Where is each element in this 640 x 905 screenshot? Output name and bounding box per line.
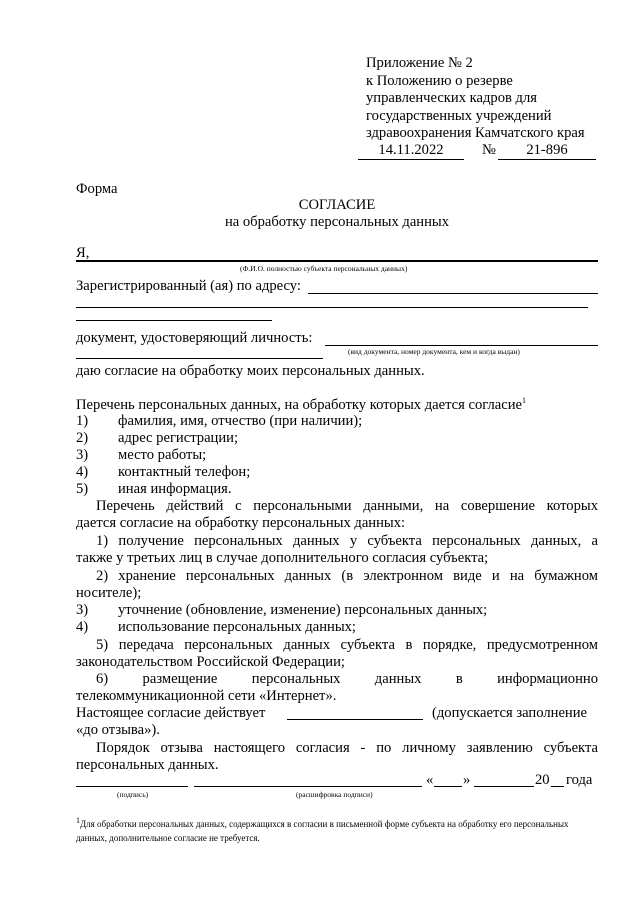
signature-caption: (подпись): [117, 790, 149, 799]
address-field-line-2[interactable]: [76, 307, 588, 308]
list-item: адрес регистрации;: [118, 430, 239, 446]
day-quote-open: «: [426, 772, 434, 788]
signature-field-line[interactable]: [76, 786, 188, 787]
i-label: Я,: [76, 245, 90, 261]
order-date: 14.11.2022: [358, 142, 464, 160]
document-label: документ, удостоверяющий личность:: [76, 330, 313, 346]
document-field-line-2[interactable]: [76, 358, 323, 359]
fio-field-line[interactable]: [76, 260, 598, 262]
action-item: уточнение (обновление, изменение) персональных данных;: [118, 602, 488, 618]
list-item: контактный телефон;: [118, 464, 251, 480]
appendix-line: управленческих кадров для: [366, 90, 537, 107]
action-item: 5) передача персональных данных субъекта в порядке, предусмотренном: [96, 637, 598, 653]
data-list-heading: [76, 397, 526, 414]
form-label: Форма: [76, 181, 118, 197]
footnote: [76, 818, 598, 845]
action-item-cont: носителе);: [76, 585, 142, 601]
decode-field-line[interactable]: [194, 786, 422, 787]
document-title: СОГЛАСИЕ: [298, 197, 376, 213]
appendix-line: Приложение № 2: [366, 55, 473, 71]
action-number: 3): [76, 602, 89, 618]
fio-caption: (Ф.И.О. полностью субъекта персональных данных): [240, 264, 408, 273]
list-item: иная информация.: [118, 481, 232, 497]
appendix-line: государственных учреждений: [366, 107, 552, 124]
document-caption: (вид документа, номер документа, кем и когда выдан): [348, 347, 520, 356]
action-item: использование персональных данных;: [118, 619, 356, 635]
validity-label: Настоящее согласие действует: [76, 705, 266, 721]
footnote-text: Для обработки персональных данных, содержащихся в согласии в письменной форме субъекта на обработку его персональных данных, дополнительное согласие не требуется.: [76, 819, 569, 843]
day-field-line[interactable]: [434, 786, 462, 787]
document-subtitle: на обработку персональных данных: [224, 214, 450, 230]
revocation-text: Порядок отзыва настоящего согласия - по личному заявлению субъекта: [96, 740, 598, 756]
data-list-heading-text: Перечень персональных данных, на обработку которых дается согласие: [76, 397, 523, 413]
list-number: 2): [76, 430, 89, 446]
validity-note-cont: «до отзыва»).: [76, 722, 160, 738]
list-number: 5): [76, 481, 89, 497]
month-field-line[interactable]: [474, 786, 534, 787]
year-word: года: [566, 772, 593, 788]
footnote-number: 1: [76, 816, 80, 825]
validity-note: (допускается заполнение: [432, 705, 588, 721]
list-number: 1): [76, 413, 89, 429]
order-reference: [358, 142, 596, 162]
year-field-line[interactable]: [551, 786, 564, 787]
footnote-mark: 1: [522, 396, 527, 406]
year-prefix: 20: [535, 772, 550, 788]
document-field-line-1[interactable]: [325, 345, 598, 346]
action-item: 2) хранение персональных данных (в электронном виде и на бумажном: [96, 568, 598, 584]
action-item-cont: телекоммуникационной сети «Интернет».: [76, 688, 337, 704]
action-item-cont: также у третьих лиц в случае дополнительного согласия субъекта;: [76, 550, 489, 566]
validity-field-line[interactable]: [287, 719, 423, 720]
address-label: Зарегистрированный (ая) по адресу:: [76, 278, 301, 294]
list-item: фамилия, имя, отчество (при наличии);: [118, 413, 363, 429]
action-number: 4): [76, 619, 89, 635]
appendix-block: [366, 55, 606, 143]
action-item: 6) размещение персональных данных в информационно: [96, 671, 598, 687]
list-number: 3): [76, 447, 89, 463]
address-field-line-1[interactable]: [308, 293, 598, 294]
appendix-line: к Положению о резерве: [366, 72, 513, 89]
order-number: 21-896: [498, 142, 596, 160]
appendix-line: здравоохранения Камчатского края: [366, 125, 585, 142]
consent-statement: даю согласие на обработку моих персональных данных.: [76, 363, 425, 379]
decode-caption: (расшифровка подписи): [296, 790, 373, 799]
actions-intro-line: Перечень действий с персональными данными, на совершение которых: [96, 498, 598, 514]
number-sign: №: [482, 142, 496, 158]
revocation-text-cont: персональных данных.: [76, 757, 219, 773]
action-item-cont: законодательством Российской Федерации;: [76, 654, 345, 670]
actions-intro-line: дается согласие на обработку персональных данных:: [76, 515, 406, 531]
address-field-line-3[interactable]: [76, 320, 272, 321]
list-number: 4): [76, 464, 89, 480]
action-item: 1) получение персональных данных у субъекта персональных данных, а: [96, 533, 598, 549]
day-quote-close: »: [463, 772, 471, 788]
list-item: место работы;: [118, 447, 207, 463]
